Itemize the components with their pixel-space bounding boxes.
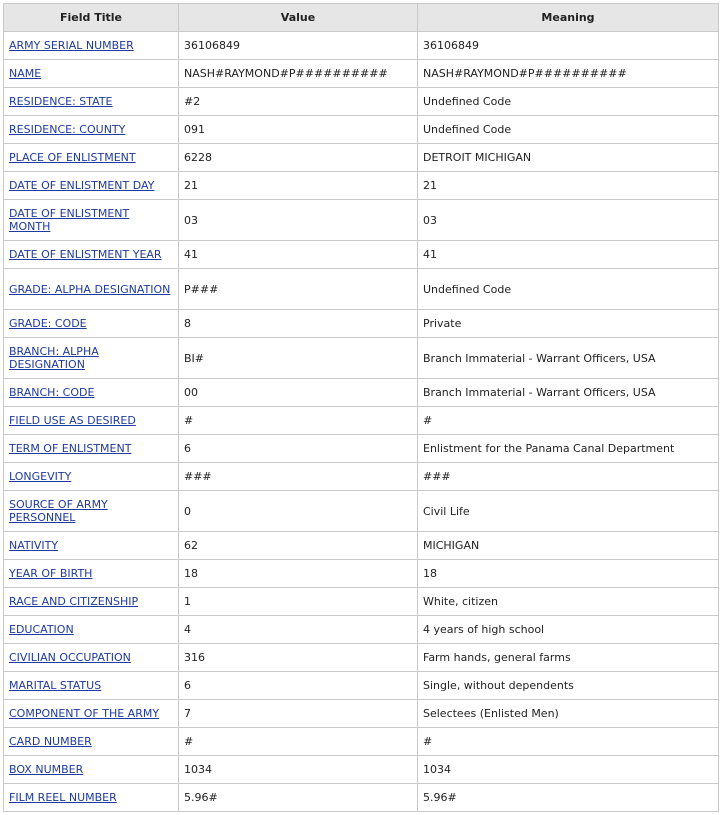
value-cell: 6 [179, 672, 418, 700]
field-title-cell [4, 379, 179, 407]
header-field-title: Field Title [4, 4, 179, 32]
table-row [4, 144, 719, 172]
field-title-link[interactable]: DATE OF ENLISTMENT YEAR [9, 248, 162, 261]
field-title-cell [4, 728, 179, 756]
value-cell: 36106849 [179, 32, 418, 60]
table-row [4, 672, 719, 700]
field-title-link[interactable]: RESIDENCE: COUNTY [9, 123, 126, 136]
field-title-cell [4, 560, 179, 588]
value-cell: 41 [179, 241, 418, 269]
field-title-link[interactable]: CIVILIAN OCCUPATION [9, 651, 131, 664]
value-cell: P### [179, 269, 418, 310]
value-cell: 4 [179, 616, 418, 644]
table-row [4, 338, 719, 379]
field-title-link[interactable]: CARD NUMBER [9, 735, 92, 748]
table-row [4, 32, 719, 60]
field-title-link[interactable]: BRANCH: ALPHA DESIGNATION [9, 345, 99, 371]
field-title-cell [4, 88, 179, 116]
field-title-cell [4, 588, 179, 616]
meaning-cell: 18 [418, 560, 719, 588]
meaning-cell: Selectees (Enlisted Men) [418, 700, 719, 728]
meaning-cell: White, citizen [418, 588, 719, 616]
field-title-cell [4, 172, 179, 200]
value-cell: 03 [179, 200, 418, 241]
table-row [4, 700, 719, 728]
field-title-link[interactable]: SOURCE OF ARMY PERSONNEL [9, 498, 108, 524]
value-cell: # [179, 407, 418, 435]
meaning-cell: ### [418, 463, 719, 491]
field-title-cell [4, 269, 179, 310]
field-title-link[interactable]: RACE AND CITIZENSHIP [9, 595, 139, 608]
table-row [4, 756, 719, 784]
field-title-link[interactable]: NAME [9, 67, 42, 80]
header-value: Value [179, 4, 418, 32]
field-title-link[interactable]: PLACE OF ENLISTMENT [9, 151, 136, 164]
field-title-link[interactable]: DATE OF ENLISTMENT DAY [9, 179, 155, 192]
meaning-cell: Single, without dependents [418, 672, 719, 700]
meaning-cell: # [418, 407, 719, 435]
value-cell: 1034 [179, 756, 418, 784]
field-title-link[interactable]: ARMY SERIAL NUMBER [9, 39, 134, 52]
field-title-link[interactable]: DATE OF ENLISTMENT MONTH [9, 207, 130, 233]
field-title-cell [4, 200, 179, 241]
table-row [4, 60, 719, 88]
field-title-link[interactable]: YEAR OF BIRTH [9, 567, 93, 580]
table-row [4, 463, 719, 491]
meaning-cell: 41 [418, 241, 719, 269]
field-title-cell [4, 491, 179, 532]
meaning-cell: Branch Immaterial - Warrant Officers, USA [418, 338, 719, 379]
meaning-cell: Undefined Code [418, 116, 719, 144]
field-title-cell [4, 338, 179, 379]
field-title-cell [4, 32, 179, 60]
table-row [4, 200, 719, 241]
field-title-cell [4, 672, 179, 700]
meaning-cell: Undefined Code [418, 269, 719, 310]
table-row [4, 310, 719, 338]
table-row [4, 241, 719, 269]
field-title-cell [4, 435, 179, 463]
table-row [4, 560, 719, 588]
table-row [4, 491, 719, 532]
field-title-link[interactable]: TERM OF ENLISTMENT [9, 442, 132, 455]
field-title-cell [4, 616, 179, 644]
field-title-link[interactable]: MARITAL STATUS [9, 679, 102, 692]
value-cell: 62 [179, 532, 418, 560]
table-row [4, 784, 719, 812]
field-title-cell [4, 463, 179, 491]
enlistment-record-table [3, 3, 719, 812]
value-cell: 00 [179, 379, 418, 407]
table-row [4, 532, 719, 560]
value-cell: 21 [179, 172, 418, 200]
value-cell: 316 [179, 644, 418, 672]
value-cell: 1 [179, 588, 418, 616]
field-title-link[interactable]: BOX NUMBER [9, 763, 84, 776]
value-cell: #2 [179, 88, 418, 116]
table-row [4, 269, 719, 310]
value-cell: BI# [179, 338, 418, 379]
meaning-cell: 1034 [418, 756, 719, 784]
meaning-cell: NASH#RAYMOND#P########## [418, 60, 719, 88]
meaning-cell: Enlistment for the Panama Canal Department [418, 435, 719, 463]
field-title-link[interactable]: LONGEVITY [9, 470, 72, 483]
field-title-link[interactable]: FIELD USE AS DESIRED [9, 414, 136, 427]
header-meaning: Meaning [418, 4, 719, 32]
value-cell: 0 [179, 491, 418, 532]
value-cell: # [179, 728, 418, 756]
table-row [4, 728, 719, 756]
table-row [4, 644, 719, 672]
table-row [4, 435, 719, 463]
value-cell: 7 [179, 700, 418, 728]
table-row [4, 116, 719, 144]
field-title-link[interactable]: NATIVITY [9, 539, 59, 552]
table-row [4, 379, 719, 407]
field-title-cell [4, 644, 179, 672]
field-title-link[interactable]: GRADE: ALPHA DESIGNATION [9, 282, 171, 296]
field-title-cell [4, 756, 179, 784]
table-header-row [4, 4, 719, 32]
value-cell: 6228 [179, 144, 418, 172]
value-cell: 18 [179, 560, 418, 588]
field-title-link[interactable]: BRANCH: CODE [9, 386, 95, 399]
table-row [4, 88, 719, 116]
meaning-cell: 5.96# [418, 784, 719, 812]
meaning-cell: Civil Life [418, 491, 719, 532]
meaning-cell: Undefined Code [418, 88, 719, 116]
meaning-cell: Farm hands, general farms [418, 644, 719, 672]
value-cell: 6 [179, 435, 418, 463]
field-title-cell [4, 700, 179, 728]
field-title-link[interactable]: RESIDENCE: STATE [9, 95, 113, 108]
meaning-cell: 4 years of high school [418, 616, 719, 644]
meaning-cell: 21 [418, 172, 719, 200]
field-title-cell [4, 310, 179, 338]
value-cell: 8 [179, 310, 418, 338]
meaning-cell: # [418, 728, 719, 756]
value-cell: 091 [179, 116, 418, 144]
table-row [4, 407, 719, 435]
field-title-link[interactable]: GRADE: CODE [9, 317, 87, 330]
value-cell: NASH#RAYMOND#P########## [179, 60, 418, 88]
meaning-cell: 36106849 [418, 32, 719, 60]
field-title-cell [4, 532, 179, 560]
field-title-cell [4, 784, 179, 812]
field-title-cell [4, 116, 179, 144]
field-title-cell [4, 144, 179, 172]
field-title-link[interactable]: FILM REEL NUMBER [9, 791, 117, 804]
table-body [4, 32, 719, 812]
field-title-cell [4, 241, 179, 269]
value-cell: ### [179, 463, 418, 491]
field-title-cell [4, 407, 179, 435]
field-title-link[interactable]: COMPONENT OF THE ARMY [9, 707, 160, 720]
meaning-cell: Branch Immaterial - Warrant Officers, USA [418, 379, 719, 407]
field-title-link[interactable]: EDUCATION [9, 623, 74, 636]
meaning-cell: Private [418, 310, 719, 338]
value-cell: 5.96# [179, 784, 418, 812]
table-row [4, 588, 719, 616]
table-row [4, 172, 719, 200]
meaning-cell: MICHIGAN [418, 532, 719, 560]
meaning-cell: 03 [418, 200, 719, 241]
field-title-cell [4, 60, 179, 88]
meaning-cell: DETROIT MICHIGAN [418, 144, 719, 172]
table-row [4, 616, 719, 644]
